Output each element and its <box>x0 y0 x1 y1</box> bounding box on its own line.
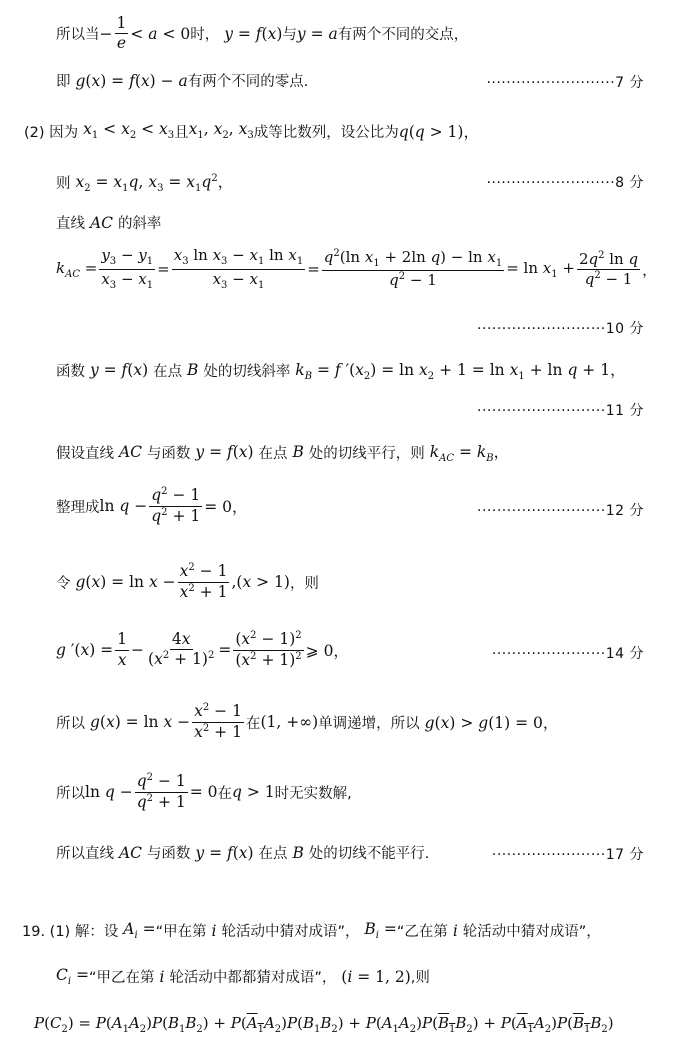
line-13: 所以 ln q − $\frac{q^2 - 1}{q^2 + 1}$ = 0 在 q > 1 时无实数解, <box>56 772 352 811</box>
line-7: 函数 y = f(x) 在点 B 处的切线斜率 $k_B = f$ $'(x_2) = \ln x_2 + 1 = \ln x_1 + \ln q + 1$， <box>56 361 626 383</box>
line-15: 19. (1) 解：设 $A_i$ = “甲在第 i 轮活动中猜对成语”， $B_i$ = “乙在第 i 轮活动中猜对成语”， <box>22 920 601 942</box>
line-17-probability-formula: $P(C_2) = P(A_1A_2)P(B_1B_2) + P(A_1A_2)P(B_1B_2) + P(A_1A_2)P(B_1B_2) + P(A_1A_2)P(B_1B_2)$ <box>34 1014 614 1035</box>
line-14: 所以直线 AC 与函数 y = f(x) 在点 B 处的切线不能平行. <box>56 843 430 862</box>
line-9: 整理成 ln q − $\frac{q^2 - 1}{q^2 + 1}$ = 0， <box>56 486 248 525</box>
line-1: 所以当 − $\frac{1}{e}$ < a < 0 时， y = f(x) 与 y = a 有两个不同的交点， <box>56 14 469 53</box>
score-17: ·······················17 分 <box>491 847 644 863</box>
line-10: 令 g(x) = ln x − $\frac{x^2 - 1}{x^2 + 1}$ ,(x > 1) ，则 <box>56 562 319 601</box>
line-5: 直线 AC 的斜率 <box>56 213 162 232</box>
score-12: ··························12 分 <box>477 503 644 519</box>
line-16: $C_i$ = “甲乙在第 i 轮活动中都都猜对成语”， (i = 1, 2) ,则 <box>56 966 430 988</box>
line-8: 假设直线 AC 与函数 y = f(x) 在点 B 处的切线平行，则 $k_{AC} = k_B$， <box>56 443 510 465</box>
line-12: 所以 g(x) = ln x − $\frac{x^2 - 1}{x^2 + 1}$ 在 (1, +∞) 单调递增，所以 g(x) > g(1) = 0， <box>56 702 559 741</box>
line-3: (2) 因为 $x_1 < x_2 < x_3$ 且 $x_1$, $x_2$, $x_3$ 成等比数列，设公比为 q(q > 1)， <box>24 120 479 142</box>
line-11: g ′(x) = $\frac{1}{x}$ − $\frac{4x}{(x^2 + 1)^2}$ = $\frac{(x^2 - 1)^2}{(x^2 + 1)^2}$ ⩾ 0， <box>56 630 349 669</box>
line-4: 则 $x_2 = x_1q$, $x_3 = x_1q^2$， <box>56 172 234 195</box>
line-2: 即 g(x) = f(x) − a 有两个不同的零点. <box>56 71 309 90</box>
score-14: ·······················14 分 <box>491 646 644 662</box>
score-7: ··························7 分 <box>486 75 644 91</box>
score-8: ··························8 分 <box>486 175 644 191</box>
score-11: ··························11 分 <box>477 403 644 419</box>
score-10: ··························10 分 <box>477 321 644 337</box>
line-6-slope-formula: $k_{AC}$ = $\frac{y_3 - y_1}{x_3 - x_1}$ = $\frac{x_3 \ln x_3 - x_1 \ln x_1}{x_3 - x_1}$ = $\frac{q^2(\ln x_1 + 2\ln q) - \ln x_1}{q^2 - 1}$ = $\ln x_1$ + $\frac{2q^2 \ln q}{q^2 - 1}$ ， <box>56 246 658 291</box>
